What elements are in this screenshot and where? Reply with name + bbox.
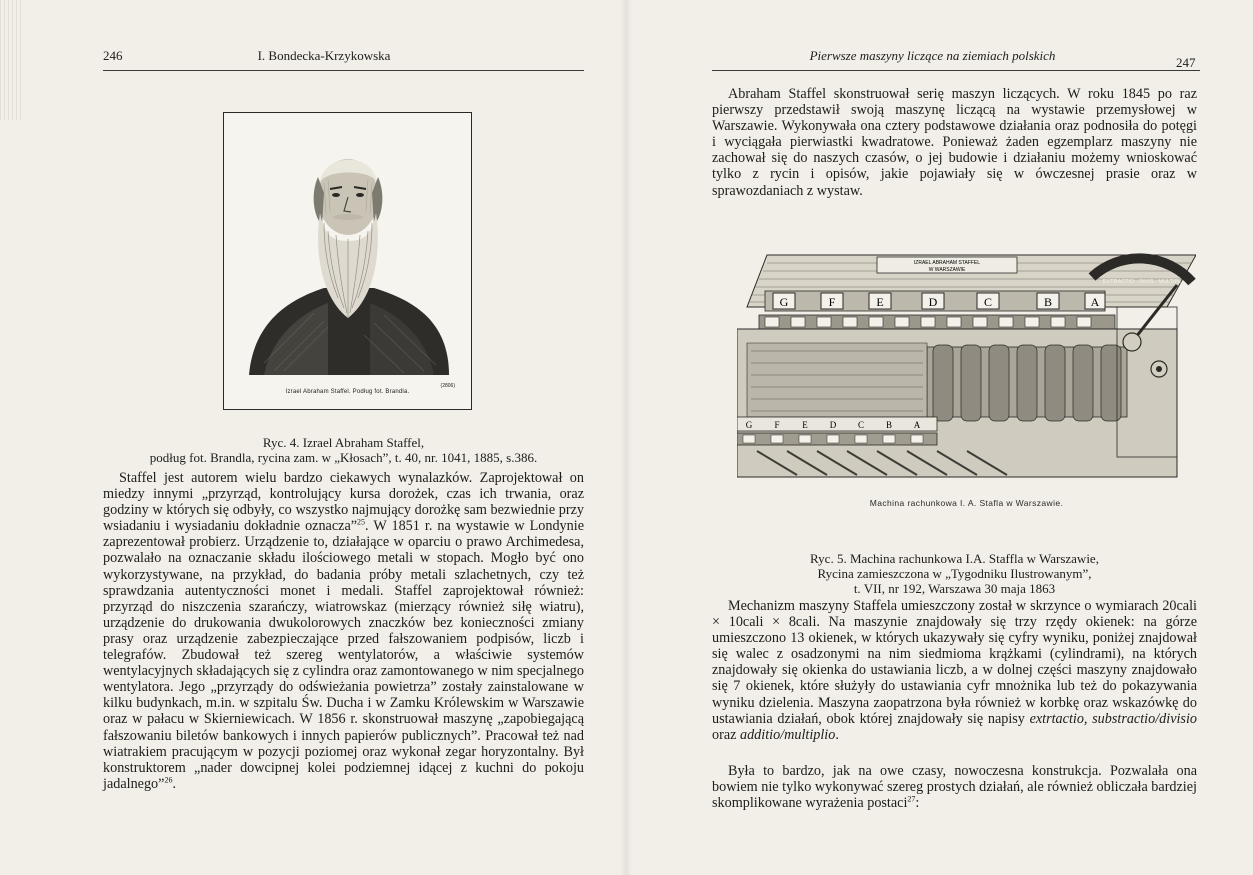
paragraph-text: Była to bardzo, jak na owe czasy, nowoczesna konstrukcja. Pozwalała ona bowiem nie tylko wykonywać szereg prostych działań, ale również obliczała bardziej skomplikowane wyrażenia postaci [712, 763, 1197, 812]
portrait-engraving [224, 113, 471, 409]
paragraph-text: : [915, 795, 920, 812]
caption-line: Ryc. 4. Izrael Abraham Staffel, [262, 435, 425, 450]
paragraph-text: oraz [712, 726, 740, 743]
upper-letter: F [828, 295, 836, 309]
engraving-caption: Izrael Abraham Staffel. Podług fot. Brandla. [285, 389, 410, 395]
upper-letter: D [928, 295, 938, 309]
page-number-left: 246 [103, 48, 123, 63]
plate-line-2: W WARSZAWIE [928, 267, 966, 273]
book-gutter [620, 0, 632, 875]
footnote-ref-27[interactable]: 27 [907, 794, 916, 804]
lower-letter: D [829, 420, 837, 430]
paragraph-text: . W 1851 r. na wystawie w Londynie zaprezentował probierz. Urządzenie to, działające w oparciu o prawo Archimedesa, pozwalało na oznaczanie składu ilościowego metali w stopach. Mogło być ono wykorzystywane, na przykład, do badania próby metali szlachetnych, czy też sprawdzania autentyczności monet i medali. Staffel zaprojektował również: przyrząd do niszczenia szarańczy, wiatrowskaz (mierzący również siłę wiatru), urządzenie do drukowania dwukolorowych znaczków bez konieczności zmiany prasy oraz urządzenie zabezpieczające przed fałszowaniem podpisów, liczb i telegrafów. Zbudował też szereg wentylatorów, a właściwie systemów wentylacyjnych składających się z cylindra oraz zamontowanego w nim specjalnego wentylatora. Jego „przyrządy do odświeżania powietrza” zostały zainstalowane w kilku budynkach, m.in. w szpitalu Św. Ducha i w Zamku Królewskim w Warszawie oraz w pałacu w Skierniewicach. W 1856 r. skonstruował maszynę „zapobiegającą fałszowaniu biletów bankowych i innych papierów publicznych”. Pracował też nad wiatrakiem pracującym w pozycji poziomej oraz wykonał zegar horyzontalny. Był konstruktorem „nader dowcipnej kolei podziemnej idącej z kuchni do pokoju jadalnego” [103, 518, 584, 792]
engraving-number: (2806) [440, 383, 455, 389]
machine-engraving [737, 247, 1196, 489]
paragraph-italic: extrtactio, substractio/divisio [1029, 710, 1197, 727]
lower-letter: F [774, 420, 780, 430]
paragraph-italic: additio/multiplio [739, 726, 836, 743]
upper-letter: G [779, 295, 789, 309]
body-paragraph [712, 598, 1197, 743]
upper-letter: B [1043, 295, 1053, 309]
machine-figure [737, 247, 1196, 508]
lower-letter: G [745, 420, 753, 430]
footnote-ref-25[interactable]: 25 [357, 517, 366, 527]
footnote-ref-26[interactable]: 26 [164, 775, 173, 785]
lower-letter: A [913, 420, 921, 430]
paragraph-text: . [172, 775, 176, 792]
lower-letter: C [857, 420, 865, 430]
running-head-title: Pierwsze maszyny liczące na ziemiach polskich [809, 48, 1056, 63]
caption-line: Ryc. 5. Machina rachunkowa I.A. Staffla w Warszawie, [810, 551, 1099, 566]
figure-caption-4 [103, 435, 584, 465]
body-paragraph [103, 470, 584, 792]
page-number-right: 247 [1176, 55, 1196, 70]
header-rule [103, 70, 584, 71]
caption-line: t. VII, nr 192, Warszawa 30 maja 1863 [853, 581, 1056, 596]
caption-line: Rycina zamieszczona w „Tygodniku Ilustrowanym”, [817, 566, 1092, 581]
lower-letter: E [802, 420, 808, 430]
running-head-author: I. Bondecka-Krzykowska [257, 48, 391, 63]
paragraph-text: Mechanizm maszyny Staffela umieszczony został w skrzynce o wymiarach 20cali × 10cali × 8cali. Na maszynie znajdowały się trzy rzędy okienek: na górze umieszczono 13 okienek, w których ukazywały się cyfry wyniku, poniżej znajdował się walec z osadzonymi na nim siedmioma krążkami (cylindrami), na których znajdowały się okienka do ustawiania liczb, a w dolnej części maszyny znajdowało się 7 okienek, które służyły do ustawiania cyfr mnożnika lub też do pokazywania wyniku dzielenia. Maszyna zaopatrzona była również w korbkę oraz wskazówkę do ustawiania działań, obok której znajdowały się napisy [712, 598, 1197, 727]
left-page [0, 0, 620, 875]
portrait-figure [223, 112, 472, 410]
intro-paragraph: Abraham Staffel skonstruował serię maszyn liczących. W roku 1845 po raz pierwszy przedstawił swoją maszynę liczącą na wystawie przemysłowej w Warszawie. Wykonywała ona cztery podstawowe działania oraz podnosiła do potęgi i wyciągała pierwiastki kwadratowe. Ponieważ żaden egzemplarz maszyny nie zachował się do naszych czasów, o jej budowie i działaniu możemy wnioskować tylko z rycin i opisów, jakie pojawiały się w ówczesnej prasie oraz w sprawozdaniach z wystaw. [712, 86, 1197, 199]
paragraph-text: Staffel jest autorem wielu bardzo ciekawych wynalazków. Zaprojektował on miedzy innymi „przyrząd, kontrolujący kursa dorożek, czas ich trwania, oraz godziny w których się odbyły, co wszystko najmujący dorożkę sam bezwiednie przy wsiadaniu i wysiadaniu dokładnie oznacza” [103, 470, 584, 535]
figure-caption-5 [712, 551, 1197, 596]
paragraph-text: . [835, 726, 839, 743]
upper-letter: E [876, 295, 884, 309]
header-rule [712, 70, 1200, 71]
plate-line-1: IZRAEL ABRAHAM STAFFEL [913, 260, 981, 266]
body-paragraph [712, 763, 1197, 811]
upper-letter: C [983, 295, 993, 309]
machine-engraving-caption: Machina rachunkowa I. A. Stafla w Warszawie. [869, 498, 1064, 508]
lower-letter: B [885, 420, 893, 430]
caption-line: podług fot. Brandla, rycina zam. w „Kłosach”, t. 40, nr. 1041, 1885, s.386. [149, 450, 538, 465]
upper-letter: A [1090, 295, 1100, 309]
dial-text: EXTRACTIO · DIVIS · MULTIPL [1102, 279, 1182, 285]
